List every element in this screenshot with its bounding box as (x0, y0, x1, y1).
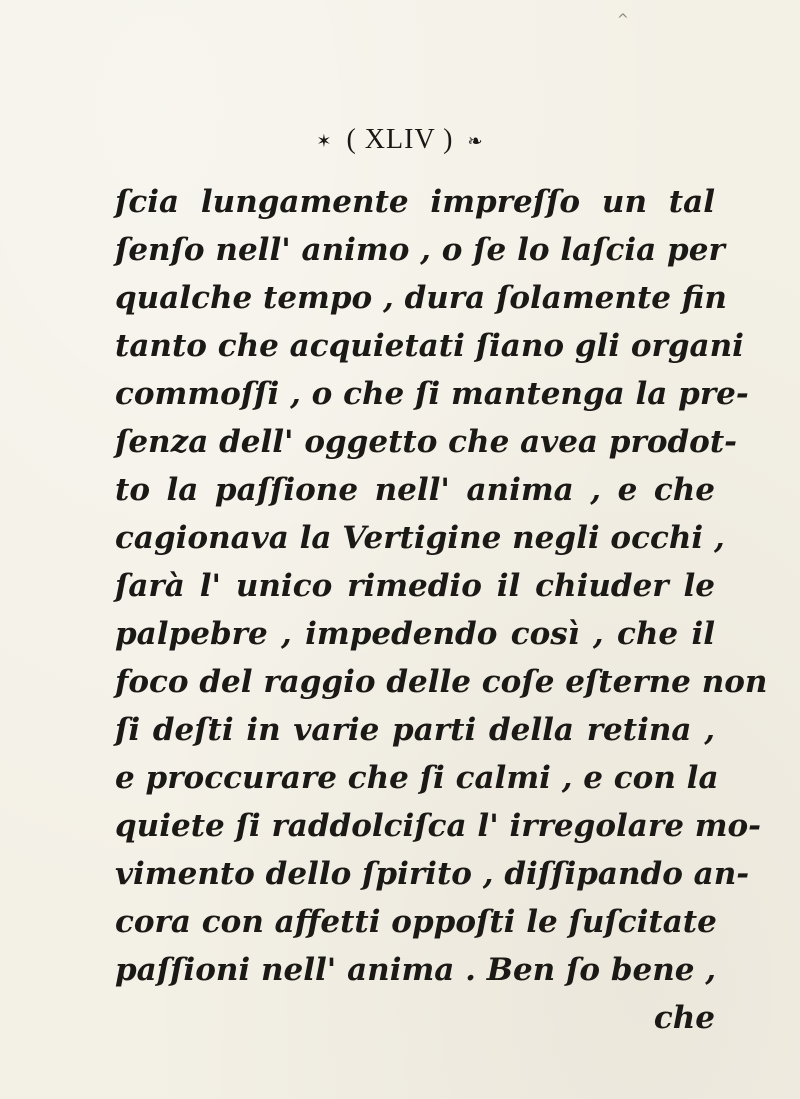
text-line: paſſioni nell' anima . Ben ſo bene , (115, 952, 717, 988)
text-line: cagionava la Vertigine negli occhi , (115, 520, 725, 556)
text-line: palpebre , impedendo così , che il (115, 616, 715, 652)
text-line: quiete ſi raddolciſca l' irregolare mo- (115, 808, 762, 844)
text-line: tanto che acquietati ſiano gli organi (115, 328, 744, 364)
right-ornament: ❧ (467, 131, 484, 153)
text-line: ſi deſti in varie parti della retina , (115, 712, 715, 748)
text-line: foco del raggio delle coſe eſterne non (115, 664, 768, 700)
text-line: ſenſo nell' animo , o ſe lo laſcia per (115, 232, 725, 268)
body-text (115, 178, 768, 1042)
text-line: ſcia lungamente impreſſo un tal (115, 184, 715, 220)
text-line: ſenza dell' oggetto che avea prodot- (115, 424, 738, 460)
text-line: ſarà l' unico rimedio il chiuder le (115, 568, 715, 604)
text-line: e proccurare che ſi calmi , e con la (115, 760, 719, 796)
text-line: to la paſſione nell' anima , e che (115, 472, 715, 508)
text-line: qualche tempo , dura ſolamente fin (115, 280, 727, 316)
catchword: che (653, 1000, 715, 1036)
page-header (0, 124, 800, 156)
text-line: commoſſi , o che ſi mantenga la pre- (115, 376, 749, 412)
page-number: ( XLIV ) (346, 124, 454, 155)
corner-mark: ^ (617, 12, 629, 28)
left-ornament: ✶ (316, 131, 333, 153)
text-line: vimento dello ſpirito , diſſipando an- (115, 856, 750, 892)
text-line: cora con affetti oppoſti le ſuſcitate (115, 904, 717, 940)
